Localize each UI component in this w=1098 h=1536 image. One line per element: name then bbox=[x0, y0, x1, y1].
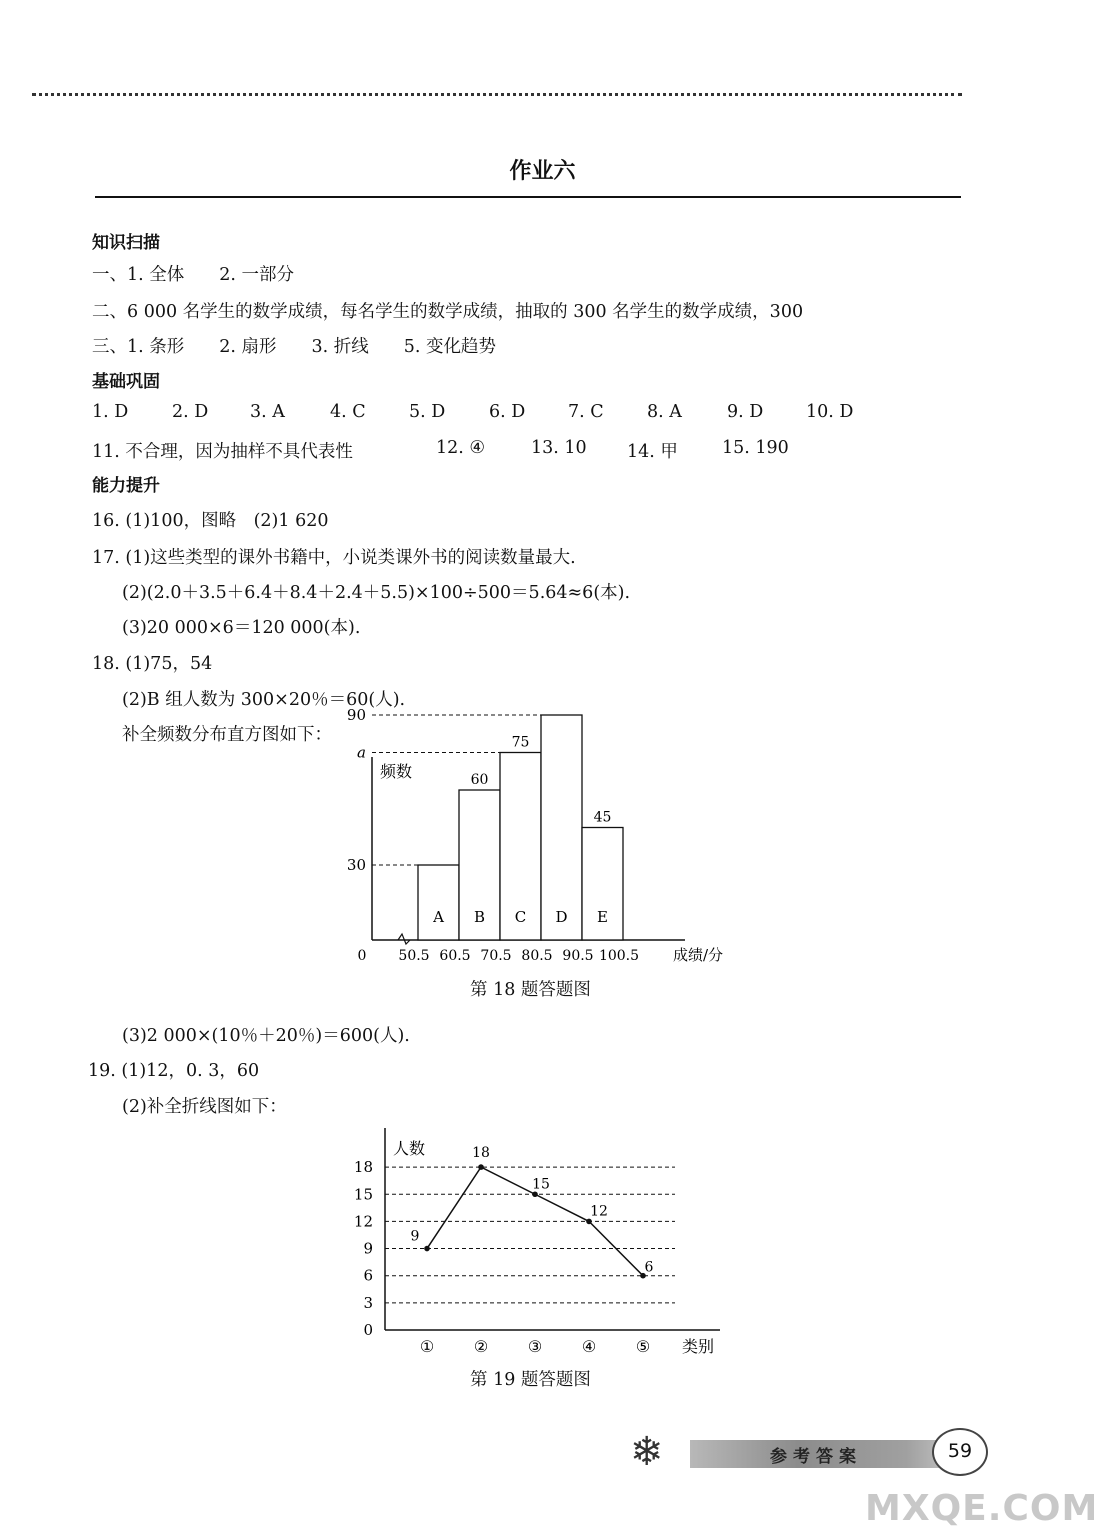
point-label-4: 12 bbox=[590, 1203, 608, 1220]
bar-category-B: B bbox=[473, 908, 486, 926]
y-tick-0: 0 bbox=[363, 1321, 373, 1339]
section-basic: 基础巩固 bbox=[92, 372, 160, 392]
answer-1: 1. D bbox=[92, 402, 129, 422]
page-title: 作业六 bbox=[509, 159, 576, 184]
answer-12: 12. ④ bbox=[436, 438, 486, 458]
linechart-caption: 第 19 题答题图 bbox=[470, 1370, 591, 1390]
answer-4: 4. C bbox=[330, 402, 366, 422]
point-label-3: 15 bbox=[532, 1176, 550, 1193]
histogram-caption: 第 18 题答题图 bbox=[470, 980, 591, 1000]
y-tick-4: 12 bbox=[353, 1212, 373, 1231]
q17-line-2: (2)(2.0＋3.5＋6.4＋8.4＋2.4＋5.5)×100÷500＝5.64≈6(本). bbox=[122, 583, 631, 603]
histogram-chart bbox=[340, 706, 760, 970]
x-axis-label: 类别 bbox=[682, 1337, 715, 1356]
answer-10: 10. D bbox=[806, 402, 854, 422]
footer-label: 参考答案 bbox=[770, 1447, 862, 1467]
section-knowledge: 知识扫描 bbox=[92, 233, 160, 253]
title-rule bbox=[95, 196, 961, 198]
y-axis-label: 人数 bbox=[393, 1139, 426, 1158]
q19-line-1: 19. (1)12，0. 3，60 bbox=[88, 1061, 260, 1081]
x-tick-4: 90.5 bbox=[562, 948, 594, 964]
point-4 bbox=[586, 1219, 592, 1225]
answer-6: 6. D bbox=[489, 402, 526, 422]
page-number: 59 bbox=[932, 1428, 988, 1476]
y-tick-2: 6 bbox=[363, 1266, 373, 1285]
y-tick-6: 18 bbox=[353, 1158, 373, 1177]
x-tick-4: ④ bbox=[581, 1337, 597, 1356]
x-tick-5: ⑤ bbox=[635, 1337, 651, 1356]
knowledge-line-1: 一、1. 全体 2. 一部分 bbox=[92, 265, 295, 285]
q17-line-1: 17. (1)这些类型的课外书籍中，小说类课外书的阅读数量最大. bbox=[92, 548, 576, 568]
point-label-5: 6 bbox=[644, 1259, 654, 1276]
y-tick-1: 3 bbox=[363, 1293, 373, 1312]
answer-14: 14. 甲 bbox=[627, 442, 678, 462]
point-label-2: 18 bbox=[472, 1145, 490, 1162]
q18-line-2: (2)B 组人数为 300×20％＝60(人). bbox=[122, 690, 406, 710]
x-tick-1: 60.5 bbox=[439, 948, 471, 964]
bar-D bbox=[541, 715, 582, 940]
top-dotted-rule bbox=[32, 93, 962, 96]
answer-8: 8. A bbox=[647, 402, 682, 422]
snowflake-icon: ❄ bbox=[630, 1429, 664, 1475]
knowledge-line-3: 三、1. 条形 2. 扇形 3. 折线 5. 变化趋势 bbox=[92, 337, 497, 357]
section-ability: 能力提升 bbox=[92, 476, 160, 496]
axis-break-mark bbox=[398, 934, 410, 944]
bar-category-C: C bbox=[514, 908, 527, 926]
bar-value-label-B: 60 bbox=[470, 772, 489, 788]
bar-A bbox=[418, 865, 459, 940]
x-tick-5: 100.5 bbox=[598, 948, 640, 964]
answer-15: 15. 190 bbox=[722, 438, 789, 458]
y-axis-label: 频数 bbox=[380, 762, 413, 781]
knowledge-line-2: 二、6 000 名学生的数学成绩，每名学生的数学成绩，抽取的 300 名学生的数学成绩，300 bbox=[92, 302, 804, 322]
answer-2: 2. D bbox=[172, 402, 209, 422]
point-2 bbox=[478, 1164, 484, 1170]
point-label-1: 9 bbox=[410, 1228, 420, 1245]
q18-line-1: 18. (1)75，54 bbox=[92, 654, 213, 674]
bar-category-E: E bbox=[597, 908, 608, 926]
bar-category-D: D bbox=[555, 908, 568, 926]
bar-value-label-C: 75 bbox=[511, 734, 530, 751]
watermark: MXQE.COM bbox=[865, 1488, 1098, 1529]
bar-value-label-E: 45 bbox=[593, 809, 612, 826]
x-tick-1: ① bbox=[419, 1337, 435, 1356]
answer-5: 5. D bbox=[409, 402, 446, 422]
y-tick-0: 30 bbox=[346, 856, 366, 874]
answer-11: 11. 不合理，因为抽样不具代表性 bbox=[92, 442, 353, 462]
y-tick-1: a bbox=[357, 743, 366, 762]
answer-7: 7. C bbox=[568, 402, 604, 422]
q17-line-3: (3)20 000×6＝120 000(本). bbox=[122, 618, 361, 638]
q19-line-2: (2)补全折线图如下： bbox=[122, 1097, 287, 1117]
x-tick-0: 50.5 bbox=[398, 948, 430, 964]
answer-3: 3. A bbox=[250, 402, 285, 422]
answer-13: 13. 10 bbox=[531, 438, 587, 458]
bar-category-A: A bbox=[433, 908, 444, 926]
q18-line-4: (3)2 000×(10％＋20％)＝600(人). bbox=[122, 1026, 410, 1046]
x-tick-2: 70.5 bbox=[480, 948, 512, 964]
answer-9: 9. D bbox=[727, 402, 764, 422]
point-1 bbox=[424, 1246, 430, 1252]
y-tick-3: 9 bbox=[363, 1239, 373, 1258]
y-tick-2: 90 bbox=[346, 706, 366, 724]
x-axis-label: 成绩/分 bbox=[673, 946, 724, 964]
x-tick-3: ③ bbox=[527, 1337, 543, 1356]
x-tick-3: 80.5 bbox=[521, 948, 553, 964]
q16-line: 16. (1)100，图略 (2)1 620 bbox=[92, 511, 329, 531]
line-chart bbox=[340, 1120, 740, 1360]
q18-line-3: 补全频数分布直方图如下： bbox=[122, 725, 332, 745]
origin-label: 0 bbox=[357, 948, 367, 964]
y-tick-5: 15 bbox=[353, 1185, 373, 1204]
point-3 bbox=[532, 1191, 538, 1197]
x-tick-2: ② bbox=[473, 1337, 489, 1356]
